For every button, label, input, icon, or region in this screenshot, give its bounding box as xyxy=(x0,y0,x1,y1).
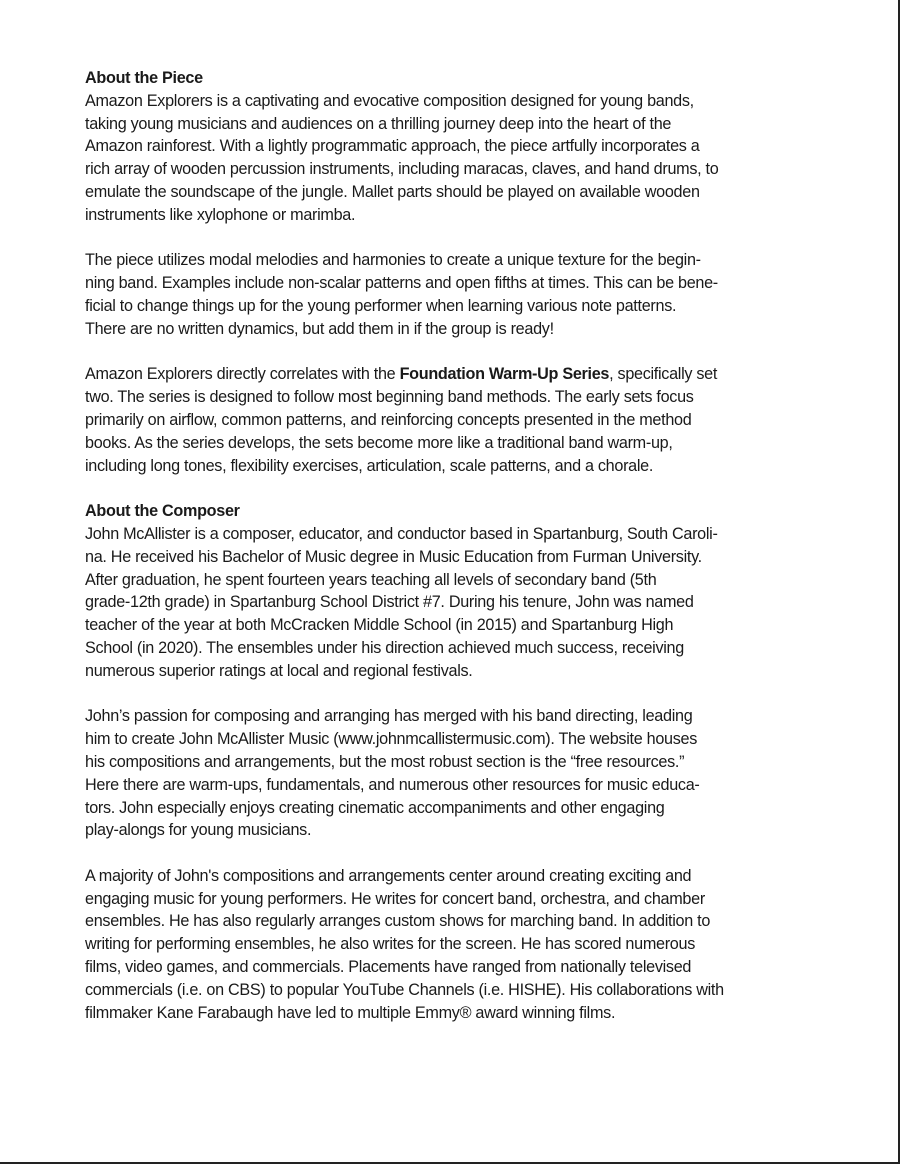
text-line xyxy=(85,363,815,386)
text-line: Here there are warm-ups, fundamentals, and numerous other resources for music educa- xyxy=(85,775,700,794)
text-line: School (in 2020). The ensembles under his direction achieved much success, receiving xyxy=(85,638,684,657)
about-composer-paragraph-1 xyxy=(85,523,815,683)
text-line: After graduation, he spent fourteen years teaching all levels of secondary band (5th xyxy=(85,570,657,589)
text-line: Amazon rainforest. With a lightly programmatic approach, the piece artfully incorporates a xyxy=(85,137,700,156)
about-composer-paragraph-2 xyxy=(85,705,815,842)
about-composer-heading: About the Composer xyxy=(85,502,240,521)
series-name: Foundation Warm-Up Series xyxy=(399,365,610,384)
about-piece-heading: About the Piece xyxy=(85,69,203,87)
text-line: rich array of wooden percussion instruments, including maracas, claves, and hand drums, to xyxy=(85,160,719,179)
text-line: filmmaker Kane Farabaugh have led to multiple Emmy® award winning films. xyxy=(85,1003,616,1022)
text-line: numerous superior ratings at local and regional festivals. xyxy=(85,661,473,680)
about-piece-paragraph-1 xyxy=(85,90,815,227)
text-line: commercials (i.e. on CBS) to popular YouTube Channels (i.e. HISHE). His collaborations with xyxy=(85,980,724,999)
about-composer-paragraph-3 xyxy=(85,865,815,1025)
text-line: ficial to change things up for the young performer when learning various note patterns. xyxy=(85,296,677,315)
text-line: books. As the series develops, the sets become more like a traditional band warm-up, xyxy=(85,433,673,452)
text-line: emulate the soundscape of the jungle. Mallet parts should be played on available wooden xyxy=(85,182,700,201)
text-line: engaging music for young performers. He writes for concert band, orchestra, and chamber xyxy=(85,889,705,908)
text-line: grade-12th grade) in Spartanburg School District #7. During his tenure, John was named xyxy=(85,593,694,612)
text-run: Amazon Explorers directly correlates with the xyxy=(85,365,400,384)
paragraph-gap xyxy=(85,683,815,706)
about-piece-paragraph-3 xyxy=(85,363,815,477)
text-line: John McAllister is a composer, educator, and conductor based in Spartanburg, South Caroli- xyxy=(85,524,718,543)
text-line: tors. John especially enjoys creating cinematic accompaniments and other engaging xyxy=(85,798,665,817)
text-line: The piece utilizes modal melodies and harmonies to create a unique texture for the begin- xyxy=(85,251,701,270)
text-line: A majority of John's compositions and arrangements center around creating exciting and xyxy=(85,866,692,885)
text-run: , specifically set xyxy=(609,365,718,384)
text-line: There are no written dynamics, but add them in if the group is ready! xyxy=(85,319,554,338)
text-line: films, video games, and commercials. Placements have ranged from nationally televised xyxy=(85,958,692,977)
paragraph-gap xyxy=(85,842,815,865)
text-line: ning band. Examples include non-scalar patterns and open fifths at times. This can be bene- xyxy=(85,274,718,293)
document-content xyxy=(85,67,815,1024)
text-line: Amazon Explorers is a captivating and evocative composition designed for young bands, xyxy=(85,91,694,110)
text-line: two. The series is designed to follow most beginning band methods. The early sets focus xyxy=(85,388,694,407)
text-line: teacher of the year at both McCracken Middle School (in 2015) and Spartanburg High xyxy=(85,616,674,635)
text-line: John’s passion for composing and arranging has merged with his band directing, leading xyxy=(85,707,693,726)
paragraph-gap xyxy=(85,477,815,500)
text-line: ensembles. He has also regularly arranges custom shows for marching band. In addition to xyxy=(85,912,711,931)
text-line: including long tones, flexibility exercises, articulation, scale patterns, and a chorale. xyxy=(85,456,654,475)
paragraph-gap xyxy=(85,227,815,250)
about-piece-paragraph-2 xyxy=(85,249,815,340)
text-line: primarily on airflow, common patterns, and reinforcing concepts presented in the method xyxy=(85,410,692,429)
text-line: him to create John McAllister Music (www.johnmcallistermusic.com). The website houses xyxy=(85,730,698,749)
text-line: taking young musicians and audiences on a thrilling journey deep into the heart of the xyxy=(85,114,672,133)
text-line: instruments like xylophone or marimba. xyxy=(85,205,356,224)
text-line: play-alongs for young musicians. xyxy=(85,821,312,840)
text-line: na. He received his Bachelor of Music degree in Music Education from Furman University. xyxy=(85,547,702,566)
paragraph-gap xyxy=(85,341,815,364)
text-line: his compositions and arrangements, but the most robust section is the “free resources.” xyxy=(85,752,685,771)
text-line: writing for performing ensembles, he also writes for the screen. He has scored numerous xyxy=(85,935,695,954)
